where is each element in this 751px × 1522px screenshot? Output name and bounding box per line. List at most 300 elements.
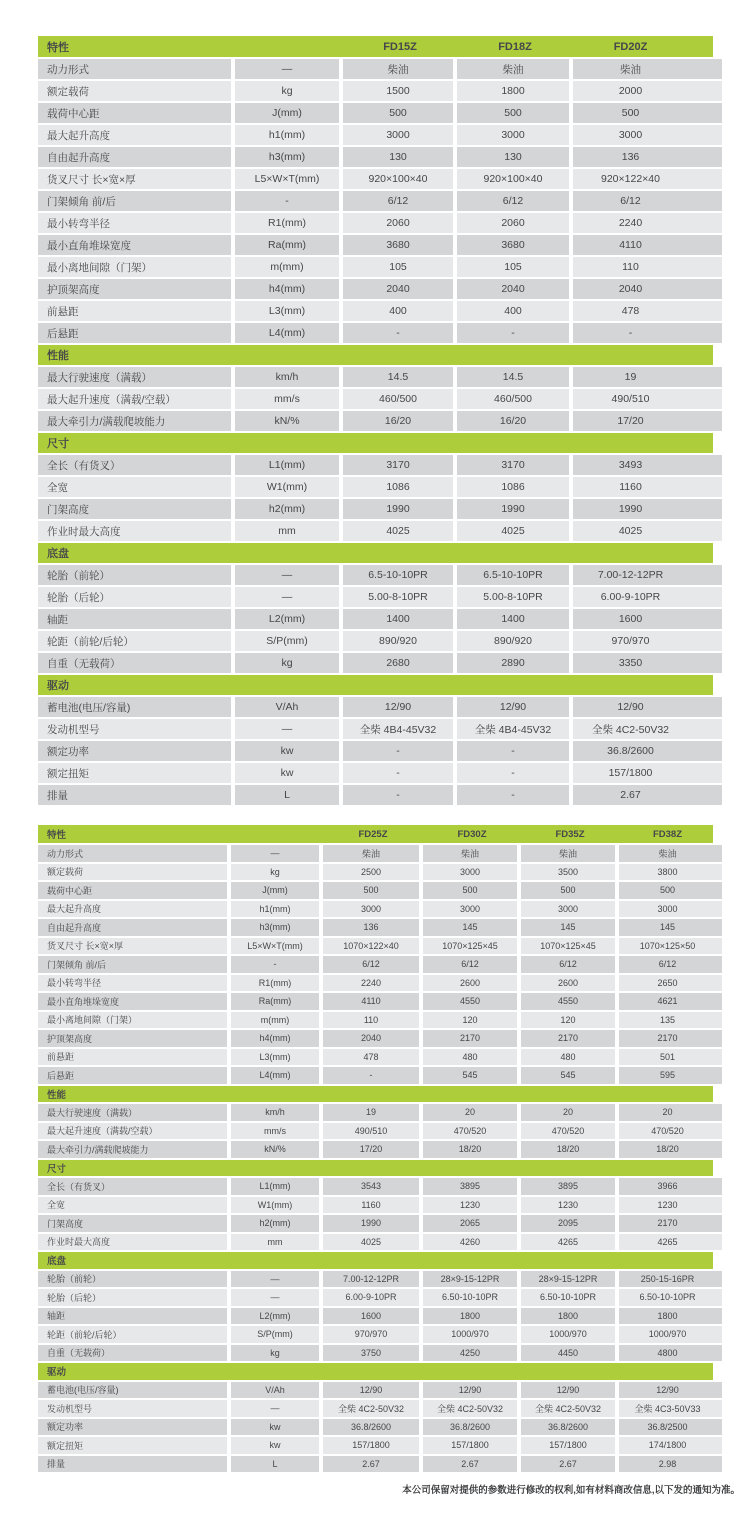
row-value: 130 <box>343 147 453 167</box>
row-label: 最大牵引力/满载爬坡能力 <box>38 411 231 431</box>
row-value: 2040 <box>343 279 453 299</box>
row-value: 480 <box>521 1049 615 1066</box>
row-value: 110 <box>323 1012 419 1029</box>
row-value: 16/20 <box>457 411 569 431</box>
row-unit: km/h <box>231 1104 319 1121</box>
row-unit: — <box>235 719 339 739</box>
row-unit: h4(mm) <box>231 1030 319 1047</box>
row-value: 157/1800 <box>323 1437 419 1454</box>
row-value: 12/90 <box>343 697 453 717</box>
row-value: 890/920 <box>457 631 569 651</box>
model-header: FD35Z <box>555 828 585 840</box>
spec-row <box>38 1215 713 1232</box>
row-value: 3966 <box>619 1178 722 1195</box>
row-value: 2.67 <box>573 785 722 805</box>
spec-row <box>38 1197 713 1214</box>
row-value: 全柴 4B4-45V32 <box>457 719 569 739</box>
row-value: 400 <box>343 301 453 321</box>
row-value: 2040 <box>323 1030 419 1047</box>
spec-row <box>38 587 713 607</box>
row-value: 全柴 4B4-45V32 <box>343 719 453 739</box>
row-label: 作业时最大高度 <box>38 521 231 541</box>
row-value: 1230 <box>521 1197 615 1214</box>
row-label: 全长（有货叉） <box>38 455 231 475</box>
row-value: 1400 <box>457 609 569 629</box>
row-label: 轴距 <box>38 1308 227 1325</box>
row-unit: W1(mm) <box>231 1197 319 1214</box>
row-unit: — <box>231 1400 319 1417</box>
row-value: 36.8/2600 <box>423 1419 517 1436</box>
row-value: 6.00-9-10PR <box>323 1289 419 1306</box>
row-value: 7.00-12-12PR <box>573 565 722 585</box>
spec-row <box>38 1437 713 1454</box>
row-value: 4110 <box>323 993 419 1010</box>
row-value: 3895 <box>423 1178 517 1195</box>
spec-row <box>38 631 713 651</box>
row-value: 110 <box>573 257 722 277</box>
row-value: 全柴 4C2-50V32 <box>573 719 722 739</box>
spec-row <box>38 81 713 101</box>
row-value: 500 <box>343 103 453 123</box>
row-label: 轮胎（前轮） <box>38 565 231 585</box>
row-value: 1600 <box>573 609 722 629</box>
row-label: 载荷中心距 <box>38 103 231 123</box>
row-unit: — <box>235 587 339 607</box>
row-value: 2600 <box>521 975 615 992</box>
spec-row <box>38 653 713 673</box>
row-value: 1800 <box>457 81 569 101</box>
row-label: 前悬距 <box>38 301 231 321</box>
row-value: 4250 <box>423 1345 517 1362</box>
row-unit: - <box>231 956 319 973</box>
row-label: 全宽 <box>38 1197 227 1214</box>
row-label: 动力形式 <box>38 59 231 79</box>
spec-row <box>38 213 713 233</box>
row-value: 105 <box>457 257 569 277</box>
row-value: 12/90 <box>423 1382 517 1399</box>
row-value: 1086 <box>457 477 569 497</box>
row-value: 157/1800 <box>521 1437 615 1454</box>
row-label: 门架高度 <box>38 1215 227 1232</box>
spec-row <box>38 719 713 739</box>
spec-row <box>38 1030 713 1047</box>
row-value: 2060 <box>343 213 453 233</box>
row-label: 门架倾角 前/后 <box>38 956 227 973</box>
row-label: 货叉尺寸 长×宽×厚 <box>38 938 227 955</box>
row-value: 16/20 <box>343 411 453 431</box>
row-value: 130 <box>457 147 569 167</box>
row-value: 2500 <box>323 864 419 881</box>
row-value: 3500 <box>521 864 615 881</box>
row-value: 1230 <box>423 1197 517 1214</box>
row-unit: J(mm) <box>235 103 339 123</box>
row-value: 20 <box>423 1104 517 1121</box>
row-value: 400 <box>457 301 569 321</box>
row-value: 17/20 <box>573 411 722 431</box>
row-unit: kg <box>235 653 339 673</box>
row-label: 发动机型号 <box>38 1400 227 1417</box>
spec-row <box>38 785 713 805</box>
row-label: 额定功率 <box>38 1419 227 1436</box>
model-header: FD20Z <box>613 40 648 53</box>
row-value: 6.00-9-10PR <box>573 587 722 607</box>
row-value: 6.5-10-10PR <box>343 565 453 585</box>
row-unit: Ra(mm) <box>231 993 319 1010</box>
row-value: 145 <box>619 919 722 936</box>
row-unit: kw <box>231 1437 319 1454</box>
row-value: - <box>457 785 569 805</box>
row-value: 3170 <box>343 455 453 475</box>
spec-row <box>38 279 713 299</box>
row-value: 890/920 <box>343 631 453 651</box>
row-value: 460/500 <box>457 389 569 409</box>
spec-row <box>38 1141 713 1158</box>
row-unit: L1(mm) <box>235 455 339 475</box>
row-value: 1000/970 <box>521 1326 615 1343</box>
row-unit: L2(mm) <box>231 1308 319 1325</box>
row-value: 28×9-15-12PR <box>521 1271 615 1288</box>
row-value: 18/20 <box>521 1141 615 1158</box>
table-header-row <box>38 825 713 843</box>
row-value: 36.8/2600 <box>573 741 722 761</box>
row-value: - <box>457 741 569 761</box>
row-value: 1800 <box>423 1308 517 1325</box>
row-label: 轴距 <box>38 609 231 629</box>
row-value: 500 <box>619 882 722 899</box>
row-unit: L <box>235 785 339 805</box>
row-value: 3493 <box>573 455 722 475</box>
row-value: 19 <box>573 367 722 387</box>
row-value: 4450 <box>521 1345 615 1362</box>
row-value: 1086 <box>343 477 453 497</box>
row-label: 最小离地间隙（门架） <box>38 1012 227 1029</box>
row-value: 柴油 <box>423 845 517 862</box>
row-unit: L1(mm) <box>231 1178 319 1195</box>
row-value: 174/1800 <box>619 1437 722 1454</box>
row-unit: - <box>235 191 339 211</box>
spec-row <box>38 125 713 145</box>
spec-row <box>38 763 713 783</box>
row-label: 排量 <box>38 1456 227 1473</box>
row-value: 全柴 4C3-50V33 <box>619 1400 722 1417</box>
row-value: 3750 <box>323 1345 419 1362</box>
spec-row <box>38 477 713 497</box>
row-unit: kg <box>235 81 339 101</box>
row-label: 门架倾角 前/后 <box>38 191 231 211</box>
row-value: - <box>343 741 453 761</box>
spec-row <box>38 956 713 973</box>
row-label: 自重（无载荷） <box>38 1345 227 1362</box>
row-unit: L <box>231 1456 319 1473</box>
row-label: 额定载荷 <box>38 81 231 101</box>
row-value: 1070×125×45 <box>423 938 517 955</box>
row-value: 2170 <box>423 1030 517 1047</box>
spec-row <box>38 1067 713 1084</box>
row-label: 动力形式 <box>38 845 227 862</box>
feature-header: 特性 <box>47 41 69 54</box>
spec-row <box>38 975 713 992</box>
spec-row <box>38 1234 713 1251</box>
row-value: 18/20 <box>619 1141 722 1158</box>
spec-row <box>38 1326 713 1343</box>
row-unit: h3(mm) <box>231 919 319 936</box>
row-unit: kN/% <box>235 411 339 431</box>
row-value: - <box>323 1067 419 1084</box>
row-value: 1070×125×45 <box>521 938 615 955</box>
row-unit: kw <box>235 763 339 783</box>
row-value: 4265 <box>619 1234 722 1251</box>
row-value: 920×100×40 <box>457 169 569 189</box>
row-value: 3000 <box>323 901 419 918</box>
row-value: 全柴 4C2-50V32 <box>323 1400 419 1417</box>
row-label: 货叉尺寸 长×宽×厚 <box>38 169 231 189</box>
row-unit: kw <box>235 741 339 761</box>
row-value: 500 <box>423 882 517 899</box>
row-label: 轮距（前轮/后轮） <box>38 1326 227 1343</box>
row-value: 4025 <box>323 1234 419 1251</box>
row-unit: L4(mm) <box>235 323 339 343</box>
row-unit: L2(mm) <box>235 609 339 629</box>
spec-row <box>38 1123 713 1140</box>
row-value: 3000 <box>343 125 453 145</box>
spec-row <box>38 455 713 475</box>
row-label: 自由起升高度 <box>38 919 227 936</box>
model-header: FD38Z <box>652 828 683 840</box>
row-value: 柴油 <box>323 845 419 862</box>
spec-row <box>38 1400 713 1417</box>
spec-table <box>38 36 713 805</box>
row-label: 额定扭矩 <box>38 1437 227 1454</box>
row-label: 最大起升速度（满载/空载） <box>38 389 231 409</box>
row-value: 1800 <box>521 1308 615 1325</box>
section-header: 底盘 <box>38 1252 713 1269</box>
row-value: 250-15-16PR <box>619 1271 722 1288</box>
row-value: 970/970 <box>573 631 722 651</box>
row-value: 1230 <box>619 1197 722 1214</box>
row-label: 作业时最大高度 <box>38 1234 227 1251</box>
row-label: 最大牵引力/满载爬坡能力 <box>38 1141 227 1158</box>
row-value: 1800 <box>619 1308 722 1325</box>
section-header: 性能 <box>38 345 713 365</box>
row-unit: — <box>235 565 339 585</box>
row-value: 145 <box>423 919 517 936</box>
model-header: FD30Z <box>457 828 487 840</box>
row-value: 157/1800 <box>573 763 722 783</box>
row-value: 500 <box>573 103 722 123</box>
row-label: 轮胎（前轮） <box>38 1271 227 1288</box>
spec-row <box>38 499 713 519</box>
row-label: 后悬距 <box>38 323 231 343</box>
row-value: 500 <box>457 103 569 123</box>
row-value: - <box>573 323 722 343</box>
spec-row <box>38 1271 713 1288</box>
row-value: - <box>343 785 453 805</box>
row-value: 2.67 <box>323 1456 419 1473</box>
model-header: FD18Z <box>498 40 532 53</box>
spec-row <box>38 901 713 918</box>
row-value: 6.50-10-10PR <box>423 1289 517 1306</box>
row-label: 排量 <box>38 785 231 805</box>
row-value: 1000/970 <box>619 1326 722 1343</box>
row-value: 3543 <box>323 1178 419 1195</box>
row-value: 470/520 <box>423 1123 517 1140</box>
row-label: 护顶架高度 <box>38 1030 227 1047</box>
row-value: 2240 <box>573 213 722 233</box>
row-value: 1400 <box>343 609 453 629</box>
row-value: 970/970 <box>323 1326 419 1343</box>
row-label: 最小直角堆垛宽度 <box>38 993 227 1010</box>
row-value: 6.50-10-10PR <box>619 1289 722 1306</box>
row-value: 3680 <box>457 235 569 255</box>
row-unit: L5×W×T(mm) <box>235 169 339 189</box>
spec-row <box>38 845 713 862</box>
row-label: 后悬距 <box>38 1067 227 1084</box>
row-unit: R1(mm) <box>235 213 339 233</box>
spec-row <box>38 1419 713 1436</box>
row-label: 全宽 <box>38 477 231 497</box>
row-value: 柴油 <box>457 59 569 79</box>
row-value: 4025 <box>343 521 453 541</box>
row-unit: R1(mm) <box>231 975 319 992</box>
row-value: 2890 <box>457 653 569 673</box>
spec-row <box>38 59 713 79</box>
row-value: 157/1800 <box>423 1437 517 1454</box>
row-value: 1990 <box>457 499 569 519</box>
row-value: 2060 <box>457 213 569 233</box>
row-unit: V/Ah <box>235 697 339 717</box>
row-value: 20 <box>619 1104 722 1121</box>
row-value: 490/510 <box>323 1123 419 1140</box>
feature-header: 特性 <box>47 830 67 841</box>
spec-row <box>38 1178 713 1195</box>
row-value: 5.00-8-10PR <box>343 587 453 607</box>
row-value: 2065 <box>423 1215 517 1232</box>
row-unit: h4(mm) <box>235 279 339 299</box>
row-value: 470/520 <box>619 1123 722 1140</box>
row-value: 145 <box>521 919 615 936</box>
row-value: 2.67 <box>521 1456 615 1473</box>
row-value: - <box>343 763 453 783</box>
row-value: 478 <box>323 1049 419 1066</box>
spec-row <box>38 741 713 761</box>
spec-row <box>38 367 713 387</box>
row-value: 14.5 <box>343 367 453 387</box>
row-label: 自重（无载荷） <box>38 653 231 673</box>
row-value: 4550 <box>423 993 517 1010</box>
row-value: 36.8/2500 <box>619 1419 722 1436</box>
row-value: 2240 <box>323 975 419 992</box>
footer-disclaimer: 本公司保留对提供的参数进行修改的权利,如有材料商改信息,以下发的通知为准。 <box>402 1485 740 1496</box>
row-value: 500 <box>521 882 615 899</box>
row-unit: mm/s <box>235 389 339 409</box>
row-value: 136 <box>323 919 419 936</box>
row-value: 2600 <box>423 975 517 992</box>
spec-row <box>38 1049 713 1066</box>
row-value: 12/90 <box>323 1382 419 1399</box>
spec-row <box>38 323 713 343</box>
row-value: 12/90 <box>619 1382 722 1399</box>
row-value: 4621 <box>619 993 722 1010</box>
row-value: 36.8/2600 <box>521 1419 615 1436</box>
spec-row <box>38 1012 713 1029</box>
row-value: 3170 <box>457 455 569 475</box>
row-value: 3895 <box>521 1178 615 1195</box>
row-unit: — <box>231 1271 319 1288</box>
section-header: 底盘 <box>38 543 713 563</box>
row-label: 蓄电池(电压/容量) <box>38 1382 227 1399</box>
row-value: 2.67 <box>423 1456 517 1473</box>
row-label: 最大行驶速度（满载） <box>38 367 231 387</box>
row-label: 发动机型号 <box>38 719 231 739</box>
row-value: 920×100×40 <box>343 169 453 189</box>
row-value: 20 <box>521 1104 615 1121</box>
row-unit: L5×W×T(mm) <box>231 938 319 955</box>
row-value: 6/12 <box>343 191 453 211</box>
row-value: 3000 <box>457 125 569 145</box>
row-unit: h1(mm) <box>231 901 319 918</box>
spec-row <box>38 103 713 123</box>
row-value: 3350 <box>573 653 722 673</box>
model-header: FD15Z <box>383 40 417 53</box>
row-value: 7.00-12-12PR <box>323 1271 419 1288</box>
row-value: - <box>457 323 569 343</box>
row-value: 545 <box>521 1067 615 1084</box>
row-value: 6/12 <box>521 956 615 973</box>
row-unit: m(mm) <box>231 1012 319 1029</box>
row-value: 36.8/2600 <box>323 1419 419 1436</box>
row-value: 1000/970 <box>423 1326 517 1343</box>
row-unit: S/P(mm) <box>235 631 339 651</box>
row-value: 柴油 <box>573 59 722 79</box>
spec-table-fd15z-fd20z <box>38 36 713 805</box>
row-label: 最大起升速度（满载/空载） <box>38 1123 227 1140</box>
row-unit: km/h <box>235 367 339 387</box>
row-value: 2000 <box>573 81 722 101</box>
spec-row <box>38 257 713 277</box>
row-unit: kg <box>231 1345 319 1362</box>
row-label: 额定载荷 <box>38 864 227 881</box>
row-unit: h1(mm) <box>235 125 339 145</box>
row-value: 3680 <box>343 235 453 255</box>
row-value: 120 <box>521 1012 615 1029</box>
row-value: 920×122×40 <box>573 169 722 189</box>
spec-row <box>38 993 713 1010</box>
row-value: 2040 <box>573 279 722 299</box>
row-value: 12/90 <box>521 1382 615 1399</box>
row-value: 490/510 <box>573 389 722 409</box>
row-value: - <box>457 763 569 783</box>
row-unit: h3(mm) <box>235 147 339 167</box>
row-value: 136 <box>573 147 722 167</box>
spec-row <box>38 521 713 541</box>
spec-row <box>38 411 713 431</box>
row-value: 3000 <box>423 864 517 881</box>
row-unit: mm <box>231 1234 319 1251</box>
row-value: 6/12 <box>457 191 569 211</box>
row-value: 470/520 <box>521 1123 615 1140</box>
row-label: 最大起升高度 <box>38 901 227 918</box>
spec-row <box>38 919 713 936</box>
row-value: 3000 <box>573 125 722 145</box>
spec-row <box>38 1345 713 1362</box>
section-header: 驱动 <box>38 675 713 695</box>
row-value: 1070×125×50 <box>619 938 722 955</box>
spec-row <box>38 1382 713 1399</box>
row-value: - <box>343 323 453 343</box>
spec-row <box>38 1289 713 1306</box>
row-unit: W1(mm) <box>235 477 339 497</box>
row-unit: — <box>231 845 319 862</box>
